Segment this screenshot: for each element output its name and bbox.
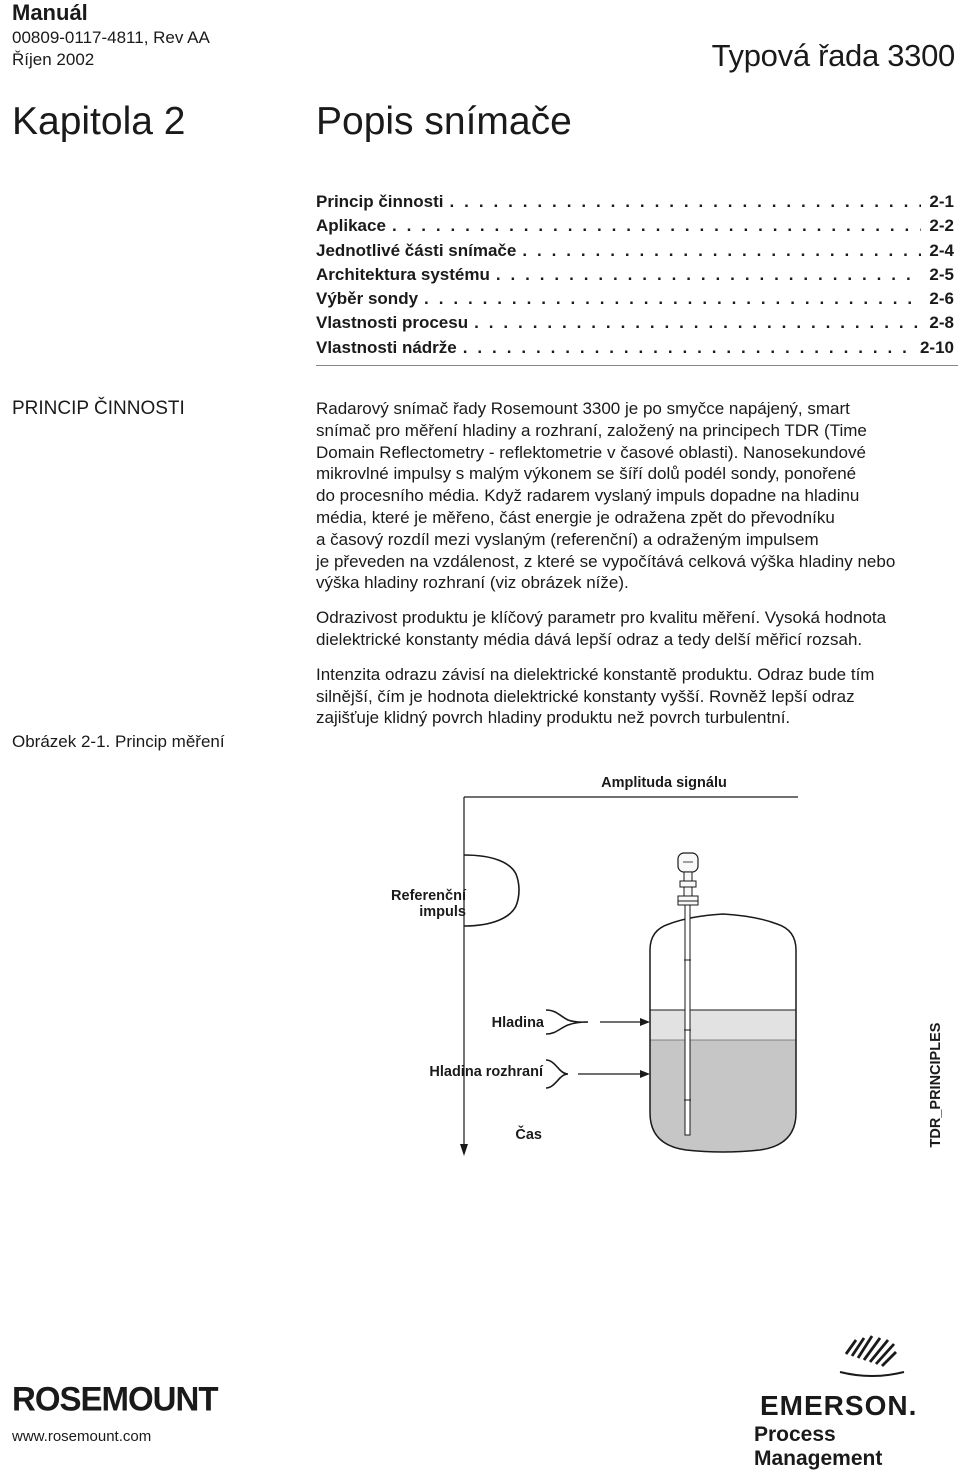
toc-entry-title: Architektura systému	[316, 264, 490, 284]
text-line: Domain Reflectometry - reflektometrie v časové oblasti). Nanosekundové	[316, 442, 866, 462]
rosemount-logo: ROSEMOUNT	[12, 1379, 218, 1418]
text-line: silnější, čím je hodnota dielektrické konstanty vyšší. Rovněž lepší odraz	[316, 686, 855, 706]
toc-entry-page: 2-6	[929, 289, 954, 309]
signal-amplitude-axis-title: Amplituda signálu	[601, 775, 727, 791]
interface-pulse-curve	[546, 1060, 568, 1088]
reference-pulse-curve	[464, 855, 519, 926]
figure-code-label: TDR_PRINCIPLES	[928, 1022, 944, 1148]
toc-divider	[316, 365, 958, 366]
text-line: snímač pro měření hladiny a rozhraní, založený na principech TDR (Time	[316, 420, 867, 440]
tank-illustration	[650, 853, 796, 1152]
transmitter-housing-base	[680, 881, 696, 887]
process-management-label: Process Management	[754, 1423, 883, 1470]
reference-pulse-label-line2: impuls	[419, 904, 466, 920]
toc-entry-title: Vlastnosti procesu	[316, 313, 469, 333]
toc-leader-dots	[450, 192, 922, 212]
time-axis-arrow-head	[460, 1144, 468, 1156]
transmitter-neck	[684, 872, 692, 881]
toc-entry-title: Aplikace	[316, 216, 386, 236]
text-line: dielektrické konstanty média dává lepší odraz a tedy delší měřicí rozsah.	[316, 629, 863, 649]
toc-entry[interactable]	[316, 338, 954, 362]
text-line: výška hladiny rozhraní (viz obrázek níže).	[316, 573, 629, 593]
toc-entry[interactable]	[316, 241, 954, 265]
toc-leader-dots	[424, 289, 921, 309]
text-line: Radarový snímač řady Rosemount 3300 je po smyčce napájený, smart	[316, 399, 850, 418]
text-line: Odrazivost produktu je klíčový parametr pro kvalitu měření. Vysoká hodnota	[316, 608, 887, 628]
toc-entry-title: Princip činnosti	[316, 192, 444, 211]
figure-caption: Obrázek 2-1. Princip měření	[12, 732, 225, 751]
text-line: do procesního média. Když radarem vyslaný impuls dopadne na hladinu	[316, 486, 860, 506]
toc-entry-page: 2-1	[929, 192, 954, 211]
section-heading: PRINCIP ČINNOSTI	[12, 398, 185, 419]
level-arrow-head	[640, 1018, 650, 1026]
footer-url[interactable]: www.rosemount.com	[12, 1428, 152, 1445]
emerson-logo: EMERSON.	[760, 1390, 918, 1421]
body-text	[316, 398, 956, 742]
emerson-icon	[812, 1332, 932, 1392]
text-line: mikrovlné impulsy s malým výkonem se šíří dolů podél sondy, ponořené	[316, 464, 857, 484]
measurement-principle-figure	[0, 760, 960, 1160]
text-line: a časový rozdíl mezi vyslaným (referenční) a odraženým impulsem	[316, 529, 819, 549]
toc-entry[interactable]	[316, 289, 954, 313]
lower-liquid-layer	[650, 1040, 796, 1152]
reference-pulse-label: Referenční	[391, 888, 466, 904]
text-line: je převeden na vzdálenost, z které se vypočítává celková výška hladiny nebo	[316, 551, 896, 571]
toc-entry[interactable]	[316, 313, 954, 337]
paragraph-principle	[316, 398, 956, 594]
transmitter-head	[678, 853, 698, 872]
tank-flange	[678, 896, 698, 901]
paragraph-reflectivity	[316, 607, 956, 651]
toc-entry-page: 2-2	[929, 216, 954, 236]
toc-entry-title: Vlastnosti nádrže	[316, 337, 457, 357]
transmitter-coupling	[684, 887, 692, 896]
toc-entry-page: 2-5	[929, 264, 954, 284]
toc-entry-title: Výběr sondy	[316, 289, 419, 309]
toc-entry-page: 2-10	[919, 337, 954, 357]
text-line: média, které je měřeno, část energie je odražena zpět do převodníku	[316, 507, 835, 527]
interface-level-label: Hladina rozhraní	[429, 1064, 543, 1080]
toc-leader-dots	[474, 313, 921, 333]
toc-leader-dots	[522, 241, 921, 261]
tank-nozzle	[678, 901, 698, 905]
toc-entry-title: Jednotlivé části snímače	[316, 240, 517, 260]
table-of-contents	[316, 192, 954, 362]
chapter-title: Popis snímače	[316, 100, 572, 143]
chapter-label: Kapitola 2	[12, 100, 186, 143]
toc-leader-dots	[463, 338, 912, 358]
paragraph-intensity	[316, 664, 956, 729]
level-pulse-curve	[546, 1010, 588, 1034]
toc-entry-page: 2-4	[929, 240, 954, 260]
toc-entry-page: 2-8	[929, 313, 954, 333]
toc-entry[interactable]	[316, 216, 954, 240]
toc-entry[interactable]	[316, 192, 954, 216]
text-line: zajišťuje klidný povrch hladiny produktu než povrch turbulentní.	[316, 708, 791, 728]
series-title: Typová řada 3300	[711, 38, 955, 73]
level-label: Hladina	[491, 1015, 544, 1031]
document-number: 00809-0117-4811, Rev AA	[12, 28, 210, 47]
document-date: Říjen 2002	[12, 50, 95, 69]
interface-arrow-head	[640, 1070, 650, 1078]
manual-label: Manuál	[12, 0, 88, 25]
toc-leader-dots	[496, 265, 922, 285]
time-axis-label: Čas	[515, 1127, 542, 1143]
toc-entry[interactable]	[316, 265, 954, 289]
text-line: Intenzita odrazu závisí na dielektrické konstantě produktu. Odraz bude tím	[316, 664, 875, 684]
toc-leader-dots	[392, 216, 921, 236]
